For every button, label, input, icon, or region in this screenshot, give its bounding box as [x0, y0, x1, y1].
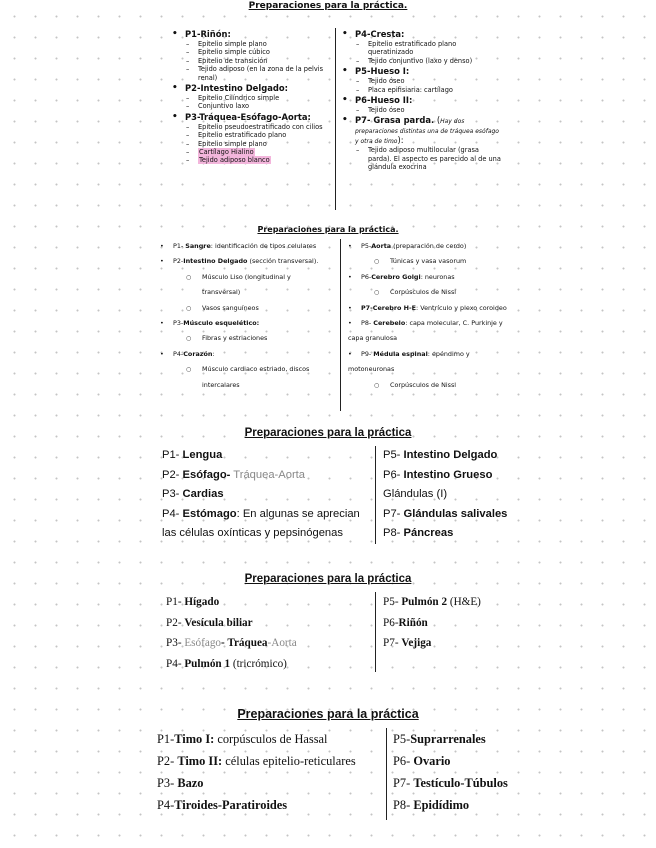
section-5-left-column [157, 728, 387, 816]
s4-p4-num: P4- [166, 657, 185, 670]
s1-p5-item: – Tejido óseo [350, 77, 502, 85]
section-3-right-column [383, 446, 553, 544]
section-2-left-column [160, 239, 340, 393]
s1-p3-item-highlighted [180, 156, 327, 164]
s2-p6 [348, 270, 533, 285]
s3-p6-name: Intestino Grueso [403, 468, 493, 481]
s2-p9 [348, 347, 533, 362]
s1-p3-item-highlighted [180, 148, 327, 156]
s2-p6-sub: ○ Corpúsculos de Nissl [348, 285, 533, 300]
section-2-title: Preparaciones para la práctica. [257, 225, 399, 234]
s1-p3-item: – Epitelio simple plano [180, 140, 327, 148]
s2-p2-sub: ○ Músculo Liso (longitudinal y [160, 270, 340, 285]
s4-p7 [383, 633, 533, 654]
s1-p2-label: • P2-Intestino Delgado: [172, 82, 327, 94]
s1-p1-item: – Tejido adiposo (en la zona de la pelvis renal) [180, 65, 327, 82]
section-3-left-column [162, 446, 374, 544]
s4-p1-num: P1- [166, 596, 185, 608]
s2-p1-num: P1- [173, 242, 186, 250]
s2-p4-colon: : [212, 349, 215, 358]
s3-p4-num: P4- [162, 507, 183, 520]
s1-p7-paren: ( [434, 115, 441, 126]
s1-p3-item: – Epitelio pseudoestratificado con cilios [180, 123, 327, 131]
s5-p6-num: P6- [393, 754, 414, 768]
s2-p7 [348, 301, 533, 316]
s3-p6-num: P6- [383, 468, 404, 481]
s1-p5-item: – Placa epifisiaria: cartílago [350, 86, 502, 94]
s3-p6 [383, 466, 553, 486]
section-4-divider [375, 592, 376, 672]
section-1-left-column [172, 28, 327, 165]
s2-p5-name: Aorta [371, 242, 392, 250]
s1-p7-paren-close: ): [397, 135, 404, 146]
s5-p2-name: Timo II: [177, 754, 223, 768]
s4-p2 [166, 613, 366, 634]
s4-p1-name: Hígado [184, 596, 220, 608]
s1-p2-item: – Conjuntivo laxo [180, 102, 327, 110]
s2-p7-name: P7-Cerebro H-E [361, 303, 417, 312]
s2-p5-sub: ○ Túnicas y vasa vasorum [348, 254, 533, 269]
s2-p4-name: Corazón [183, 349, 213, 358]
s3-p4 [162, 505, 374, 525]
s5-p7-name: Testículo-Túbulos [413, 776, 508, 790]
s1-p5-label: • P5-Hueso I: [342, 65, 502, 77]
section-3-divider [375, 446, 376, 544]
s4-p5 [383, 592, 533, 613]
s5-p3-name: Bazo [177, 776, 204, 790]
s3-p4-cont: las células oxínticas y pepsinógenas [162, 527, 343, 539]
s3-p6-cont: Glándulas (I) [383, 488, 448, 500]
s2-p7-desc: : Ventrículo y plexo coroideo [416, 303, 507, 312]
s3-p5-name: Intestino Delgado [403, 449, 498, 461]
s1-p6-item: – Tejido óseo [350, 106, 502, 114]
highlight-tejido-adiposo: Tejido adiposo blanco [199, 156, 270, 165]
section-2-divider [340, 239, 341, 411]
s3-p1 [162, 446, 374, 466]
s1-p1-item: – Epitelio simple cúbico [180, 48, 327, 56]
s3-p5-num: P5- [383, 449, 404, 461]
s5-p5 [393, 728, 563, 750]
s1-p4-item: – Tejido conjuntivo (laxo y denso) [350, 57, 502, 65]
s4-p3-greyed-1: Esófago [184, 637, 222, 649]
section-3-title: Preparaciones para la práctica [244, 427, 412, 439]
s2-p4-sub-cont: intercalares [202, 380, 240, 389]
s2-p6-num: P6- [361, 272, 372, 281]
s2-p2-sub-cont: transversal) [202, 288, 241, 297]
s3-p8 [383, 524, 553, 544]
s2-p2-name: Intestino Delgado [183, 257, 248, 266]
section-2-right-column [348, 239, 533, 393]
s5-p4-num: P4- [157, 798, 175, 812]
s2-p1-name: Sangre [185, 242, 211, 250]
s1-p1-label: • P1-Riñón: [172, 28, 327, 40]
s2-p9-cont: motoneuronas [348, 365, 395, 374]
s5-p6 [393, 750, 563, 772]
highlight-cartilago: Cartílago Hialino [199, 148, 254, 157]
s1-p1-item: – Epitelio de transición [180, 57, 327, 65]
s2-p8-cont: capa granulosa [348, 334, 398, 343]
s2-p8-desc: : capa molecular, C. Purkinje y [405, 319, 503, 328]
section-1-divider [335, 28, 336, 210]
s3-p8-num: P8- [383, 527, 404, 539]
s2-p8-name: Cerebelo [373, 319, 406, 328]
s5-p7 [393, 772, 563, 794]
s4-p3 [166, 633, 366, 654]
s1-p7-entry [342, 116, 502, 146]
s1-p1-item: – Epitelio simple plano [180, 40, 327, 48]
s3-p7-num: P7- [383, 507, 404, 520]
s4-p6-num: P6- [383, 616, 399, 629]
s5-p8 [393, 794, 563, 816]
s4-p7-num: P7- [383, 637, 402, 649]
s2-p9-num: P9- [361, 349, 374, 358]
s2-p2-num: P2- [173, 257, 184, 266]
s1-p7-note: Hay dos preparaciones distintas una de tráquea esófago y otra de timo [355, 118, 499, 146]
s1-p7-item: – Tejido adiposo multilocular (grasa parda). El aspecto es parecido al de una glándula exocrina [350, 146, 502, 171]
s5-p3-num: P3- [157, 776, 178, 790]
s2-p9-name: Médula espinal [373, 349, 428, 358]
s5-p4 [157, 794, 387, 816]
s3-p3 [162, 485, 374, 505]
s4-p1 [166, 592, 366, 613]
s2-p3-name: Músculo esquelético: [183, 319, 260, 328]
s2-p4 [160, 347, 340, 362]
s4-p6-name: Riñón [398, 616, 428, 629]
s3-p8-name: Páncreas [403, 527, 454, 539]
s1-p4-item: – Epitelio estratificado plano queratinizado [350, 40, 502, 57]
s4-p2-name: Vesícula biliar [184, 616, 253, 629]
s5-p1-desc: corpúsculos de Hassal [214, 732, 328, 746]
s2-p8-num: P8- [361, 319, 374, 328]
s5-p1-num: P1- [157, 732, 175, 746]
s2-p2-sub: ○ Vasos sanguíneos [160, 301, 340, 316]
s4-p2-num: P2- [166, 616, 185, 629]
s2-p4-num: P4- [173, 349, 184, 358]
s5-p2-num: P2- [157, 754, 178, 768]
s2-p2 [160, 254, 340, 269]
section-4-right-column [383, 592, 533, 654]
s3-p4-name: Estómago [182, 507, 237, 520]
s2-p9-sub: ○ Corpúsculos de Nissl [348, 378, 533, 393]
s3-p5 [383, 446, 553, 466]
s4-p4-name: Pulmón 1 [184, 657, 231, 670]
s5-p4-name: Tiroides-Paratiroides [174, 798, 288, 812]
s3-p2-name: Esófago- [182, 468, 231, 481]
section-5-title: Preparaciones para la práctica [237, 707, 419, 721]
s2-p5-desc: (preparación de cerdo) [391, 242, 467, 250]
s5-p5-name: Suprarrenales [410, 732, 486, 746]
s2-p3 [160, 316, 340, 331]
s4-p7-name: Vejiga [401, 637, 432, 649]
s2-p1-desc: : identificación de tipos celulares [210, 242, 317, 250]
s2-p6-desc: : neuronas [420, 272, 455, 281]
s5-p1-name: Timo I: [174, 732, 215, 746]
s3-p3-num: P3- [162, 488, 183, 500]
s2-p9-desc: : epéndimo y [427, 349, 470, 358]
section-1-title: Preparaciones para la práctica. [248, 1, 408, 11]
s5-p8-name: Epidídimo [413, 798, 470, 812]
s2-p8 [348, 316, 533, 331]
s2-p3-num: P3- [173, 319, 184, 328]
s1-p3-item: – Epitelio estratificado plano [180, 131, 327, 139]
s3-p7 [383, 505, 553, 525]
s1-p7-label: P7- Grasa parda. [355, 115, 435, 126]
s3-p1-name: Lengua [182, 449, 223, 461]
s4-p6 [383, 613, 533, 634]
s4-p3-greyed-2: -Aorta [267, 637, 297, 649]
s5-p2-desc: células epitelio-reticulares [222, 754, 356, 768]
s3-p3-name: Cardias [182, 488, 224, 500]
s2-p6-name: Cerebro Golgi [371, 272, 421, 281]
s2-p3-sub: ○ Fibras y estriaciones [160, 331, 340, 346]
section-5-right-column [393, 728, 563, 816]
s1-p6-label: • P6-Hueso II: [342, 94, 502, 106]
s5-p5-num: P5- [393, 732, 411, 746]
s3-p4-desc: : En algunas se aprecian [236, 507, 360, 520]
s5-p2 [157, 750, 387, 772]
s4-p3-name: - Tráquea [221, 637, 268, 649]
s5-p6-name: Ovario [413, 754, 451, 768]
s3-p1-num: P1- [162, 449, 183, 461]
s4-p4 [166, 654, 366, 675]
s4-p5-num: P5- [383, 596, 402, 608]
s3-p7-name: Glándulas salivales [403, 507, 508, 520]
s2-p2-desc: (sección transversal). [247, 257, 319, 266]
s2-p4-sub: ○ Músculo cardiaco estriado, discos [160, 362, 340, 377]
s3-p2 [162, 466, 374, 486]
s4-p3-num: P3- [166, 637, 185, 649]
s4-p4-desc: (tricrómico) [230, 657, 287, 670]
s3-p2-greyed: Tráquea-Aorta [230, 468, 306, 481]
s4-p5-name: Pulmón 2 [401, 596, 448, 608]
s4-p5-desc: (H&E) [447, 596, 481, 608]
s5-p8-num: P8- [393, 798, 414, 812]
section-1-right-column [342, 28, 502, 172]
section-5-divider [386, 728, 387, 820]
s2-p5 [348, 239, 533, 254]
s5-p3 [157, 772, 387, 794]
s1-p2-item: – Epitelio Cilíndrico simple [180, 94, 327, 102]
s5-p7-num: P7- [393, 776, 414, 790]
s1-p3-label: • P3-Tráquea-Esófago-Aorta: [172, 111, 327, 123]
s2-p1 [160, 239, 340, 254]
s2-p5-num: P5- [361, 242, 372, 250]
s1-p4-label: • P4-Cresta: [342, 28, 502, 40]
s5-p1 [157, 728, 387, 750]
s3-p2-num: P2- [162, 468, 183, 481]
section-4-title: Preparaciones para la práctica [244, 573, 412, 585]
section-4-left-column [166, 592, 366, 674]
